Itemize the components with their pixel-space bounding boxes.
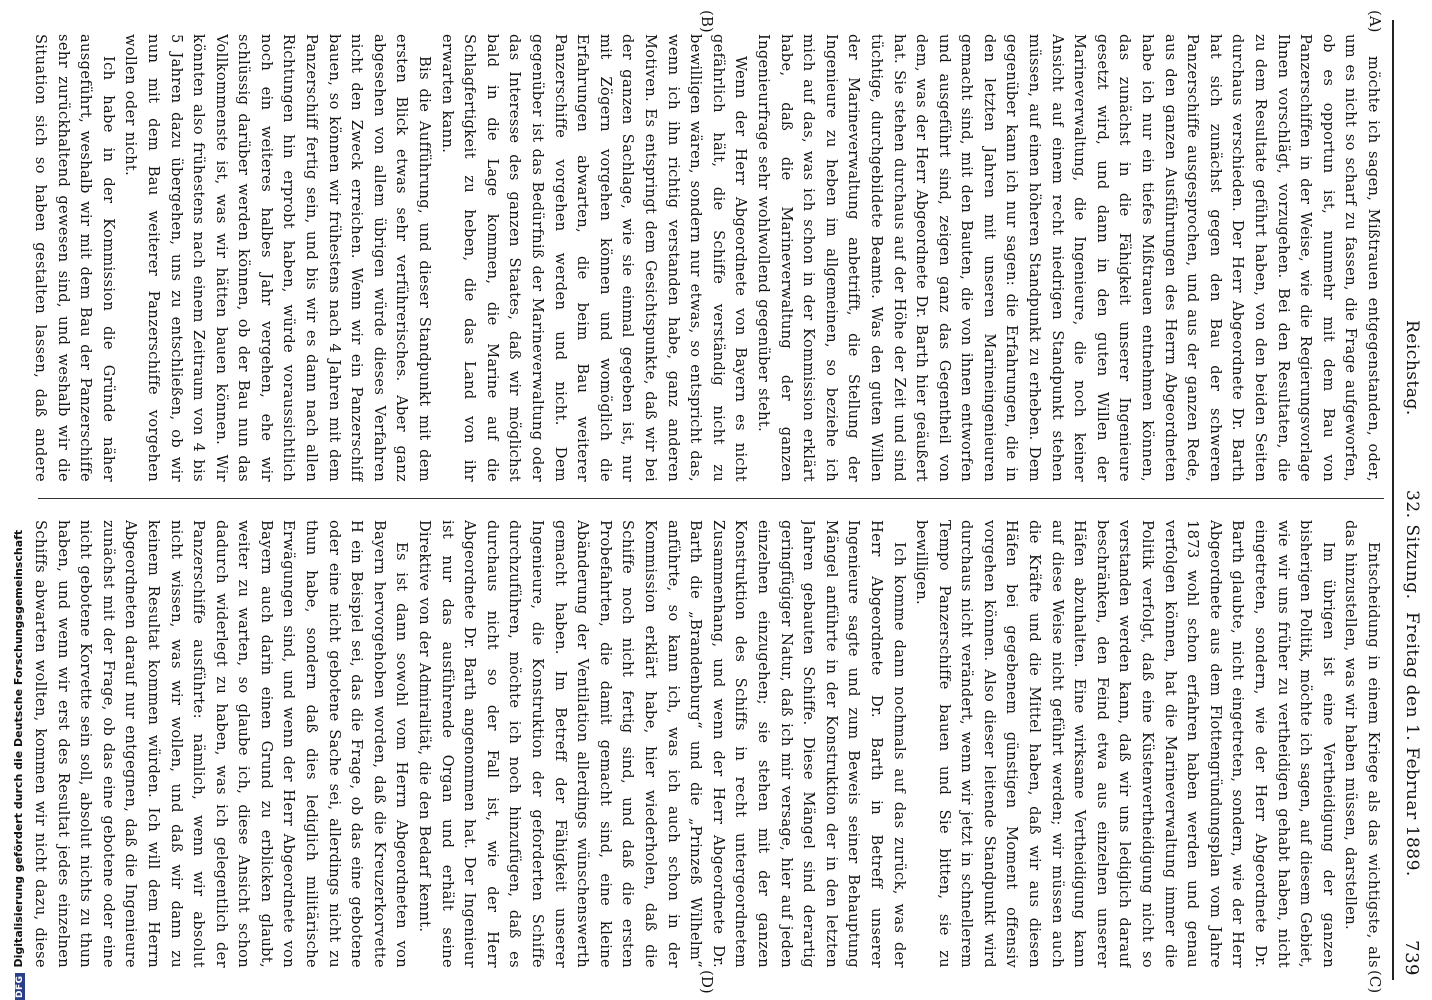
- paragraph: Bis die Aufführung, und dieser Standpunkt mit dem ersten Blick etwas sehr verführerisches. Aber ganz abgesehen von allem übrigen würde dieses Verfahren nicht den Zweck erreichen. Wenn wir ein Panzerschiff bauen, so können wir frühestens nach 4 Jahren mit dem Panzerschiff fertig sein, und bis wir es dann nach allen Richtungen hin erprobt haben, würde voraussichtlich noch ein weiteres halbes Jahr vergehen, ehe wir schlüssig darüber werden können, ob der Bau nun das Vollkommenste ist, was wir hätten bauen können. Wir könnten also frühestens nach einem Zeitraum von 4 bis 5 Jahren dazu übergehen, uns zu entschließen, ob wir nun mit dem Bau weiterer Panzerschiffe vorgehen wollen oder nicht.: [122, 34, 434, 482]
- paragraph: Entscheidung in einem Kriege als das wichtigste, als das hinzustellen, was wir haben müssen, darstellen.: [1342, 520, 1382, 968]
- text-column-left: [32, 34, 1384, 482]
- header-date: Freitag den 1. Februar 1889.: [1402, 612, 1422, 877]
- paragraph: Im übrigen ist eine Vertheidigung der ganzen bisherigen Politik, möchte ich sagen, auf diesem Gebiet, wie wir uns früher zu vertheidigen gehabt haben, nicht eingetreten, sondern, wie der Herr Abgeordnete Dr. Barth glaubte, nicht eingetreten, sondern, wie der Herr Abgeordnete aus dem Flottengründungsplan vom Jahre 1873 wohl schon erfahren haben werden und genau verfolgen können, hat die Marineverwaltung immer die Politik verfolgt, daß eine Küstenvertheidigung nicht so verstanden werden kann, daß wir uns lediglich darauf beschränken, den Feind etwa aus einzelnen unserer Häfen abzuhalten. Eine wirksame Vertheidigung kann auf diese Weise nicht geführt werden; wir müssen auch die Kräfte und die Mittel haben, daß wir aus diesen Häfen bei gegebenem günstigen Moment offensiv vorgehen können. Also dieser leitende Standpunkt wird durchaus nicht verändert, wenn wir jetzt in schnellerem Tempo Panzerschiffe bauen und Sie bitten, sie zu bewilligen.: [913, 520, 1337, 968]
- column-divider: [38, 498, 1384, 499]
- paragraph: Es ist dann sowohl vom Herrn Abgeordneten von Bayern hervorgehoben worden, daß die Kreuzerkorvette H ein Beispiel sei, das die Frage, ob das eine gebotene oder eine nicht gebotene Sache sei, allerdings nicht zu thun habe, sondern daß dies lediglich militärische Erwägungen sind, und wenn der Herr Abgeordnete von Bayern auch darin einen Grund zu erblicken glaubt, weiter zu warten, so glaube ich, diese Ansicht schon dadurch widerlegt zu haben, was ich gelegentlich der Panzerschiffe ausführte: nämlich, wenn wir absolut nicht wissen, was wir wollen, und daß wir dann zu keinem Resultat kommen würden. Ich will dem Herrn Abgeordneten darauf nur entgegnen, daß die Ingenieure zunächst mit der Frage, ob das eine gebotene oder eine nicht gebotene Korvette sein soll, absolut nichts zu thun haben, und wenn wir erst des Resultat jedes einzelnen Schiffs abwarten wollten, kommen wir nicht dazu, diese: [32, 520, 411, 968]
- digitization-footer: [12, 530, 25, 1000]
- margin-marker-c: (C): [1366, 970, 1384, 994]
- page-header: [1394, 20, 1422, 980]
- paragraph: Ich komme dann nochmals auf das zurück, was der Herr Abgeordnete Dr. Barth in Betreff unserer Ingenieure sagte und zum Beweis seiner Behauptung Mängel anführte in der Konstruktion der in den letzten Jahren gebauten Schiffe. Diese Mängel sind derartig geringfügiger Natur, daß ich mir versage, hier auf jeden einzelnen einzugehen; sie stehen mit der ganzen Konstruktion des Schiffs in recht untergeordnetem Zusammenhang, und wenn der Herr Abgeordnete Dr. Barth die „Brandenburg“ und die „Prinzeß Wilhelm“ anführte, so kann ich, was ich auch schon in der Kommission erklärt habe, hier wiederholen, daß die Schiffe noch nicht fertig sind, und daß die ersten Probefahrten, die damit gemacht sind, eine kleine Abänderung der Ventilation allerdings wünschenswerth gemacht haben. Im Betreff der Fähigkeit unserer Ingenieure, die Konstruktion der geforderten Schiffe durchzuführen, möchte ich noch hinzufügen, daß es durchaus nicht so der Fall ist, wie der Herr Abgeordnete Dr. Barth angenommen hat. Der Ingenieur ist nur das ausführende Organ und erhält seine Direktive von der Admiralität, die den Bedarf kennt.: [416, 520, 908, 968]
- text-column-right: [32, 520, 1384, 968]
- header-session: 32. Sitzung.: [1402, 490, 1422, 600]
- header-rule: [1392, 20, 1394, 980]
- dfg-logo: DFG: [15, 975, 25, 998]
- paragraph: möchte ich sagen, Mißtrauen entgegenstanden, oder, um es nicht so scharf zu fassen, die Frage aufgeworfen, ob es opportun ist, nunmehr mit dem Bau von Panzerschiffen in der Weise, wie die Regierungsvorlage Ihnen vorschlägt, vorzugehen. Bei den Resultaten, die zu dem Resultate geführt haben, von den beiden Seiten durchaus verschieden. Der Herr Abgeordnete Dr. Barth hat sich zunächst gegen den Bau der schweren Panzerschiffe ausgesprochen, und aus der ganzen Rede, aus den ganzen Ausführungen des Herrn Abgeordneten habe ich nur ein tiefes Mißtrauen entnehmen können, das zunächst in die Fähigkeit unserer Ingenieure gesetzt wird, und dann in den guten Willen der Marineverwaltung, die Ingenieure, die noch keiner Ansicht auf einem recht niedrigen Standpunkt stehen müssen, auf einen höheren Standpunkt zu erheben. Dem gegenüber kann ich nur sagen: die Erfahrungen, die in den letzten Jahren mit unseren Marineingenieuren gemacht sind, mit den Bauten, die von ihnen entworfen und ausgeführt sind, zeigen ganz das Gegentheil von dem, was der Herr Abgeordnete Dr. Barth hier geäußert hat. Sie stehen durchaus auf der Höhe der Zeit und sind tüchtige, durchgebildete Beamte. Was den guten Willen der Marineverwaltung anbetrifft, die Stellung der Ingenieure zu heben im allgemeinen, so beziehe ich mich auf das, was ich schon in der Kommission erklärt habe, daß die Marineverwaltung der ganzen Ingenieurfrage sehr wohlwollend gegenüber steht.: [754, 34, 1382, 482]
- paragraph: Wenn der Herr Abgeordnete von Bayern es nicht gefährlich hält, die Schiffe verständig nicht zu bewilligen wären, sondern nur etwas, so entspricht das, wenn ich ihn richtig verstanden habe, ganz anderen Motiven. Es entspringt dem Gesichtspunkte, daß wir bei der ganzen Sachlage, wie sie einmal gegeben ist, nur mit Zögern vorgehen können und womöglich die Erfahrungen abwarten, die beim Bau weiterer Panzerschiffe vorgehen werden und nicht. Dem gegenüber ist das Bedürfniß der Marineverwaltung oder das Interesse des ganzen Staates, daß wir möglichst bald in die Lage kommen, die Marine auf die Schlagfertigkeit zu heben, die das Land von ihr erwarten kann.: [438, 34, 750, 482]
- margin-marker-b: (B): [698, 10, 716, 33]
- document-page: [20, 10, 1424, 994]
- margin-marker-a: (A): [1366, 10, 1384, 33]
- margin-marker-d: (D): [698, 970, 716, 994]
- page-number: 739: [1401, 940, 1422, 976]
- header-title: Reichstag.: [1402, 320, 1422, 416]
- footer-text: Digitalisierung gefördert durch die Deutsche Forschungsgemeinschaft: [12, 529, 25, 968]
- paragraph: Ich habe in der Kommission die Gründe näher ausgeführt, weshalb wir mit dem Bau der Panzerschiffe sehr zurückhaltend gewesen sind, und weshalb wir die Situation sich so haben gestalten lassen, daß andere: [32, 34, 117, 482]
